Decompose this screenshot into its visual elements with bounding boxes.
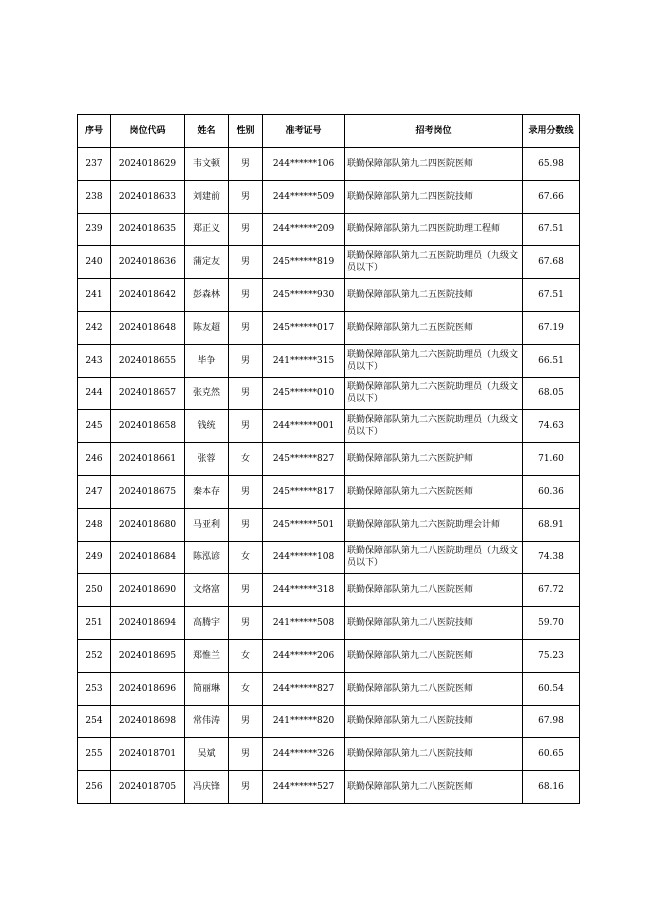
cell-score-line: 68.05 — [523, 377, 580, 410]
cell-score-line: 68.16 — [523, 771, 580, 804]
cell-position: 联勤保障部队第九二五医院技师 — [345, 279, 523, 312]
cell-exam-id: 245******827 — [263, 443, 345, 476]
header-name: 姓名 — [185, 115, 229, 148]
cell-post-code: 2024018636 — [111, 246, 185, 279]
table-row — [78, 311, 580, 344]
cell-score-line: 67.51 — [523, 279, 580, 312]
cell-position: 联勤保障部队第九二六医院助理员（九级文员以下） — [345, 410, 523, 443]
cell-name: 郑惟兰 — [185, 639, 229, 672]
cell-position: 联勤保障部队第九二八医院技师 — [345, 738, 523, 771]
cell-serial: 242 — [78, 311, 111, 344]
cell-name: 秦本存 — [185, 475, 229, 508]
cell-post-code: 2024018648 — [111, 311, 185, 344]
cell-position: 联勤保障部队第九二四医院技师 — [345, 180, 523, 213]
cell-gender: 男 — [229, 607, 263, 640]
cell-post-code: 2024018695 — [111, 639, 185, 672]
cell-exam-id: 245******501 — [263, 508, 345, 541]
cell-post-code: 2024018661 — [111, 443, 185, 476]
table-row — [78, 541, 580, 574]
cell-exam-id: 241******315 — [263, 344, 345, 377]
cell-position: 联勤保障部队第九二四医院医师 — [345, 148, 523, 181]
cell-score-line: 68.91 — [523, 508, 580, 541]
cell-name: 刘建前 — [185, 180, 229, 213]
cell-exam-id: 244******318 — [263, 574, 345, 607]
cell-name: 常伟涛 — [185, 705, 229, 738]
cell-serial: 250 — [78, 574, 111, 607]
cell-score-line: 59.70 — [523, 607, 580, 640]
cell-exam-id: 244******001 — [263, 410, 345, 443]
cell-gender: 男 — [229, 180, 263, 213]
table-row — [78, 738, 580, 771]
cell-name: 郑正义 — [185, 213, 229, 246]
cell-score-line: 67.51 — [523, 213, 580, 246]
cell-score-line: 67.98 — [523, 705, 580, 738]
cell-position: 联勤保障部队第九二八医院医师 — [345, 574, 523, 607]
header-exam-id: 准考证号 — [263, 115, 345, 148]
cell-gender: 女 — [229, 672, 263, 705]
table-row — [78, 705, 580, 738]
cell-position: 联勤保障部队第九二八医院技师 — [345, 607, 523, 640]
cell-post-code: 2024018657 — [111, 377, 185, 410]
cell-name: 陈泓谚 — [185, 541, 229, 574]
table-row — [78, 639, 580, 672]
cell-serial: 240 — [78, 246, 111, 279]
table-row — [78, 279, 580, 312]
cell-exam-id: 245******010 — [263, 377, 345, 410]
cell-serial: 255 — [78, 738, 111, 771]
cell-position: 联勤保障部队第九二五医院助理员（九级文员以下） — [345, 246, 523, 279]
cell-serial: 238 — [78, 180, 111, 213]
header-post-code: 岗位代码 — [111, 115, 185, 148]
cell-name: 张克然 — [185, 377, 229, 410]
cell-post-code: 2024018694 — [111, 607, 185, 640]
cell-gender: 男 — [229, 213, 263, 246]
cell-serial: 241 — [78, 279, 111, 312]
cell-score-line: 67.19 — [523, 311, 580, 344]
cell-name: 高腾宇 — [185, 607, 229, 640]
cell-gender: 男 — [229, 771, 263, 804]
cell-gender: 女 — [229, 541, 263, 574]
cell-serial: 239 — [78, 213, 111, 246]
cell-post-code: 2024018698 — [111, 705, 185, 738]
cell-post-code: 2024018690 — [111, 574, 185, 607]
cell-exam-id: 244******108 — [263, 541, 345, 574]
cell-post-code: 2024018705 — [111, 771, 185, 804]
cell-name: 文烙富 — [185, 574, 229, 607]
cell-post-code: 2024018675 — [111, 475, 185, 508]
cell-exam-id: 244******827 — [263, 672, 345, 705]
cell-exam-id: 241******820 — [263, 705, 345, 738]
cell-name: 韦文顿 — [185, 148, 229, 181]
cell-gender: 男 — [229, 246, 263, 279]
cell-serial: 252 — [78, 639, 111, 672]
cell-position: 联勤保障部队第九二八医院医师 — [345, 771, 523, 804]
table-row — [78, 672, 580, 705]
cell-serial: 249 — [78, 541, 111, 574]
cell-gender: 女 — [229, 639, 263, 672]
cell-exam-id: 244******527 — [263, 771, 345, 804]
cell-post-code: 2024018633 — [111, 180, 185, 213]
cell-score-line: 67.66 — [523, 180, 580, 213]
cell-post-code: 2024018684 — [111, 541, 185, 574]
cell-serial: 248 — [78, 508, 111, 541]
cell-gender: 男 — [229, 705, 263, 738]
table-row — [78, 410, 580, 443]
cell-exam-id: 241******508 — [263, 607, 345, 640]
table-row — [78, 344, 580, 377]
cell-position: 联勤保障部队第九二四医院助理工程师 — [345, 213, 523, 246]
cell-name: 毕争 — [185, 344, 229, 377]
header-score-line: 录用分数线 — [523, 115, 580, 148]
cell-position: 联勤保障部队第九二八医院医师 — [345, 639, 523, 672]
cell-score-line: 75.23 — [523, 639, 580, 672]
cell-serial: 245 — [78, 410, 111, 443]
cell-name: 冯庆锋 — [185, 771, 229, 804]
cell-exam-id: 245******817 — [263, 475, 345, 508]
cell-exam-id: 244******206 — [263, 639, 345, 672]
cell-gender: 男 — [229, 311, 263, 344]
cell-post-code: 2024018642 — [111, 279, 185, 312]
cell-name: 张蓉 — [185, 443, 229, 476]
cell-score-line: 66.51 — [523, 344, 580, 377]
cell-serial: 243 — [78, 344, 111, 377]
cell-score-line: 71.60 — [523, 443, 580, 476]
cell-post-code: 2024018658 — [111, 410, 185, 443]
cell-serial: 244 — [78, 377, 111, 410]
cell-name: 吴斌 — [185, 738, 229, 771]
cell-position: 联勤保障部队第九二六医院医师 — [345, 475, 523, 508]
cell-post-code: 2024018696 — [111, 672, 185, 705]
cell-score-line: 60.65 — [523, 738, 580, 771]
header-serial: 序号 — [78, 115, 111, 148]
cell-gender: 男 — [229, 475, 263, 508]
table-row — [78, 508, 580, 541]
cell-gender: 女 — [229, 443, 263, 476]
cell-serial: 237 — [78, 148, 111, 181]
header-gender: 性别 — [229, 115, 263, 148]
cell-exam-id: 244******209 — [263, 213, 345, 246]
admission-score-table — [77, 114, 580, 804]
cell-exam-id: 245******819 — [263, 246, 345, 279]
cell-exam-id: 244******106 — [263, 148, 345, 181]
cell-exam-id: 245******017 — [263, 311, 345, 344]
cell-serial: 253 — [78, 672, 111, 705]
cell-gender: 男 — [229, 279, 263, 312]
cell-gender: 男 — [229, 410, 263, 443]
header-position: 招考岗位 — [345, 115, 523, 148]
cell-score-line: 74.38 — [523, 541, 580, 574]
cell-gender: 男 — [229, 574, 263, 607]
cell-post-code: 2024018629 — [111, 148, 185, 181]
cell-position: 联勤保障部队第九二六医院助理会计师 — [345, 508, 523, 541]
cell-position: 联勤保障部队第九二八医院技师 — [345, 705, 523, 738]
cell-name: 马亚利 — [185, 508, 229, 541]
table-row — [78, 771, 580, 804]
table-row — [78, 377, 580, 410]
cell-post-code: 2024018655 — [111, 344, 185, 377]
cell-position: 联勤保障部队第九二六医院护师 — [345, 443, 523, 476]
cell-gender: 男 — [229, 738, 263, 771]
cell-name: 彭森林 — [185, 279, 229, 312]
cell-position: 联勤保障部队第九二八医院医师 — [345, 672, 523, 705]
table-row — [78, 246, 580, 279]
cell-serial: 246 — [78, 443, 111, 476]
cell-gender: 男 — [229, 148, 263, 181]
cell-post-code: 2024018680 — [111, 508, 185, 541]
cell-position: 联勤保障部队第九二六医院助理员（九级文员以下） — [345, 344, 523, 377]
table-row — [78, 180, 580, 213]
cell-score-line: 67.72 — [523, 574, 580, 607]
cell-name: 陈友超 — [185, 311, 229, 344]
cell-post-code: 2024018701 — [111, 738, 185, 771]
cell-exam-id: 244******326 — [263, 738, 345, 771]
table-row — [78, 148, 580, 181]
cell-score-line: 65.98 — [523, 148, 580, 181]
cell-serial: 256 — [78, 771, 111, 804]
cell-score-line: 60.54 — [523, 672, 580, 705]
cell-serial: 251 — [78, 607, 111, 640]
cell-serial: 254 — [78, 705, 111, 738]
cell-post-code: 2024018635 — [111, 213, 185, 246]
table-header-row — [78, 115, 580, 148]
cell-position: 联勤保障部队第九二五医院医师 — [345, 311, 523, 344]
cell-position: 联勤保障部队第九二六医院助理员（九级文员以下） — [345, 377, 523, 410]
cell-gender: 男 — [229, 377, 263, 410]
cell-serial: 247 — [78, 475, 111, 508]
table-row — [78, 213, 580, 246]
cell-position: 联勤保障部队第九二八医院助理员（九级文员以下） — [345, 541, 523, 574]
table-row — [78, 443, 580, 476]
cell-gender: 男 — [229, 508, 263, 541]
cell-name: 钱统 — [185, 410, 229, 443]
table-row — [78, 607, 580, 640]
cell-name: 简丽琳 — [185, 672, 229, 705]
cell-gender: 男 — [229, 344, 263, 377]
cell-exam-id: 244******509 — [263, 180, 345, 213]
cell-exam-id: 245******930 — [263, 279, 345, 312]
cell-name: 蒲定友 — [185, 246, 229, 279]
cell-score-line: 67.68 — [523, 246, 580, 279]
table-body — [78, 148, 580, 804]
cell-score-line: 60.36 — [523, 475, 580, 508]
table-row — [78, 574, 580, 607]
table-row — [78, 475, 580, 508]
cell-score-line: 74.63 — [523, 410, 580, 443]
